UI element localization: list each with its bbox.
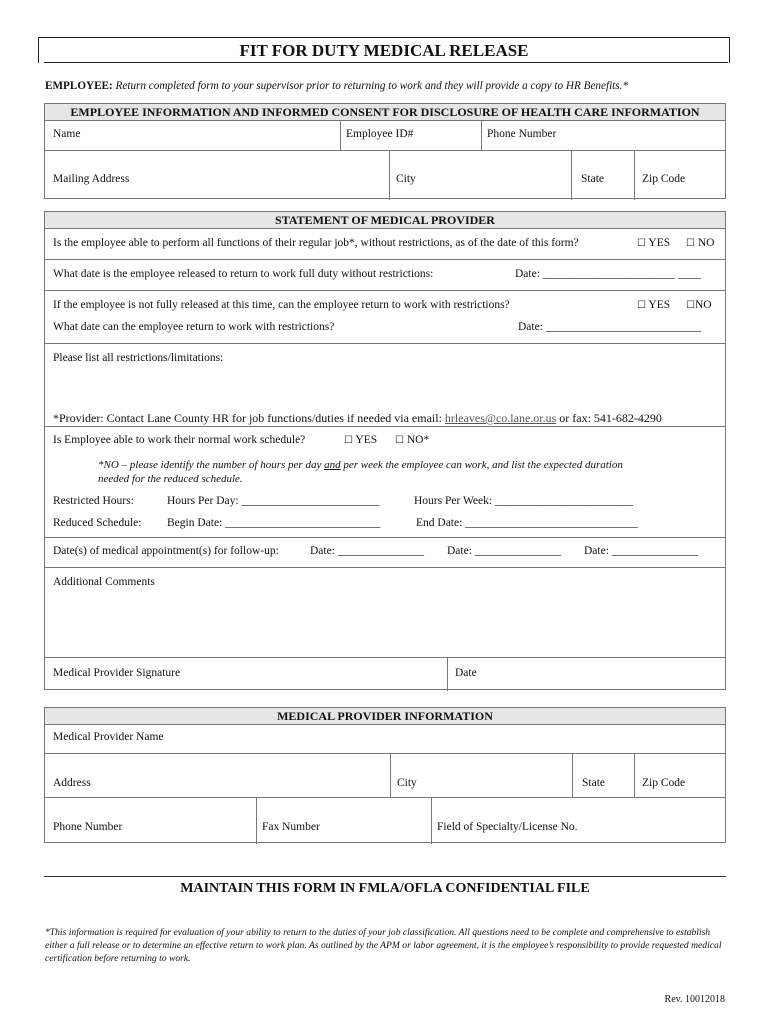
divider — [389, 150, 390, 200]
instruction-text: Return completed form to your supervisor prior to returning to work and they will provide a copy to HR Benefits.* — [115, 80, 629, 92]
footnote: *This information is required for evaluation of your ability to return to the duties of your job classification. All questions need to be complete and comprehensive to establish either a full release or to determine an effective return to work plan. As outlined by the APM or labor agreement, it is the employee’s responsibility to provide requested medical certification before returning to work. — [45, 927, 722, 964]
footer-separator — [44, 876, 726, 877]
zip-field[interactable]: Zip Code — [642, 173, 686, 185]
no-label: NO — [694, 299, 712, 311]
divider — [45, 150, 725, 151]
q1-yes-checkbox[interactable] — [637, 237, 670, 249]
q-full-duty-date: What date is the employee released to return to work full duty without restrictions: — [53, 268, 434, 280]
provider-statement-section — [44, 211, 726, 690]
employee-name-field[interactable]: Name — [53, 128, 81, 140]
divider — [45, 753, 725, 754]
q-full-function: Is the employee able to perform all functions of their regular job*, without restrictions, as of the date of this form? — [53, 237, 579, 249]
divider — [45, 567, 725, 568]
provider-info-section — [44, 707, 726, 843]
followup-label: Date(s) of medical appointment(s) for follow-up: — [53, 545, 279, 557]
additional-comments-field[interactable]: Additional Comments — [53, 576, 155, 588]
divider — [447, 657, 448, 691]
employee-id-field[interactable]: Employee ID# — [346, 128, 414, 140]
divider — [634, 753, 635, 797]
checkbox-icon: ☐ — [637, 300, 646, 311]
hours-per-day-field[interactable]: Hours Per Day: ________________________ — [167, 495, 380, 507]
q-normal-schedule: Is Employee able to work their normal work schedule? — [53, 434, 306, 446]
note-text: *NO – please identify the number of hours per day — [98, 459, 325, 471]
restricted-date-field[interactable]: Date: ___________________________ — [518, 321, 702, 333]
divider — [390, 753, 391, 797]
reduced-schedule-note — [98, 458, 623, 486]
checkbox-icon: ☐ — [637, 238, 646, 249]
divider — [256, 797, 257, 844]
provider-specialty-field[interactable]: Field of Specialty/License No. — [437, 821, 578, 833]
form-title: FIT FOR DUTY MEDICAL RELEASE — [38, 37, 730, 63]
q-restricted-return: If the employee is not fully released at this time, can the employee return to work with restrictions? — [53, 299, 510, 311]
state-field[interactable]: State — [581, 173, 604, 185]
yes-label: YES — [648, 237, 671, 249]
title-underline — [44, 62, 728, 63]
provider-info-header: MEDICAL PROVIDER INFORMATION — [45, 708, 725, 725]
provider-phone-field[interactable]: Phone Number — [53, 821, 123, 833]
divider — [45, 657, 725, 658]
checkbox-icon: ☐ — [395, 435, 404, 446]
divider — [45, 426, 725, 427]
divider — [431, 797, 432, 844]
yes-label: YES — [648, 299, 671, 311]
divider — [45, 797, 725, 798]
provider-zip-field[interactable]: Zip Code — [642, 777, 686, 789]
followup-date-3[interactable]: Date: _______________ — [584, 545, 699, 557]
checkbox-icon: ☐ — [686, 300, 695, 311]
employee-phone-field[interactable]: Phone Number — [487, 128, 557, 140]
divider — [45, 290, 725, 291]
mailing-address-field[interactable]: Mailing Address — [53, 173, 130, 185]
checkbox-icon: ☐ — [686, 238, 695, 249]
divider — [45, 537, 725, 538]
provider-city-field[interactable]: City — [397, 777, 417, 789]
restrictions-field[interactable]: Please list all restrictions/limitations: — [53, 352, 224, 364]
provider-contact-note — [53, 411, 662, 426]
hours-per-week-field[interactable]: Hours Per Week: ________________________ — [414, 495, 633, 507]
provider-state-field[interactable]: State — [582, 777, 605, 789]
instruction-label: EMPLOYEE: — [45, 80, 113, 92]
reduced-schedule-label: Reduced Schedule: — [53, 517, 142, 529]
employee-section-header: EMPLOYEE INFORMATION AND INFORMED CONSENT FOR DISCLOSURE OF HEALTH CARE INFORMATION — [45, 104, 725, 121]
schedule-no-checkbox[interactable] — [395, 434, 429, 446]
revision-number: Rev. 10012018 — [664, 994, 725, 1005]
provider-name-field[interactable]: Medical Provider Name — [53, 731, 164, 743]
no-label: NO* — [406, 434, 430, 446]
schedule-yes-checkbox[interactable] — [344, 434, 377, 446]
divider — [45, 343, 725, 344]
divider — [45, 259, 725, 260]
provider-address-field[interactable]: Address — [53, 777, 91, 789]
followup-date-2[interactable]: Date: _______________ — [447, 545, 562, 557]
employee-instruction — [45, 80, 628, 92]
note-and: and — [324, 459, 341, 471]
divider — [634, 150, 635, 200]
divider — [340, 120, 341, 150]
hr-email-link[interactable]: hrleaves@co.lane.or.us — [444, 411, 557, 425]
provider-statement-header: STATEMENT OF MEDICAL PROVIDER — [45, 212, 725, 229]
q3-yes-checkbox[interactable] — [637, 299, 670, 311]
provider-signature-field[interactable]: Medical Provider Signature — [53, 667, 181, 679]
provider-note-suffix: or fax: 541-682-4290 — [559, 411, 662, 425]
q3-no-checkbox[interactable] — [686, 299, 712, 311]
signature-date-field[interactable]: Date — [455, 667, 477, 679]
divider — [571, 150, 572, 200]
q1-no-checkbox[interactable] — [686, 237, 714, 249]
no-label: NO — [697, 237, 715, 249]
city-field[interactable]: City — [396, 173, 416, 185]
maintain-notice: MAINTAIN THIS FORM IN FMLA/OFLA CONFIDENTIAL FILE — [180, 881, 590, 896]
provider-fax-field[interactable]: Fax Number — [262, 821, 320, 833]
provider-note-prefix: *Provider: Contact Lane County HR for job functions/duties if needed via email: — [53, 411, 442, 425]
yes-label: YES — [355, 434, 378, 446]
restricted-hours-label: Restricted Hours: — [53, 495, 134, 507]
note-text: per week the employee can work, and list the expected duration — [340, 459, 623, 471]
end-date-field[interactable]: End Date: ______________________________ — [416, 517, 638, 529]
checkbox-icon: ☐ — [344, 435, 353, 446]
note-text: needed for the reduced schedule. — [98, 473, 243, 485]
begin-date-field[interactable]: Begin Date: ___________________________ — [167, 517, 381, 529]
divider — [481, 120, 482, 150]
divider — [572, 753, 573, 797]
employee-section — [44, 103, 726, 199]
followup-date-1[interactable]: Date: _______________ — [310, 545, 425, 557]
q-restricted-date: What date can the employee return to work with restrictions? — [53, 321, 335, 333]
full-duty-date-field[interactable]: Date: _______________________ ____ — [515, 268, 701, 280]
